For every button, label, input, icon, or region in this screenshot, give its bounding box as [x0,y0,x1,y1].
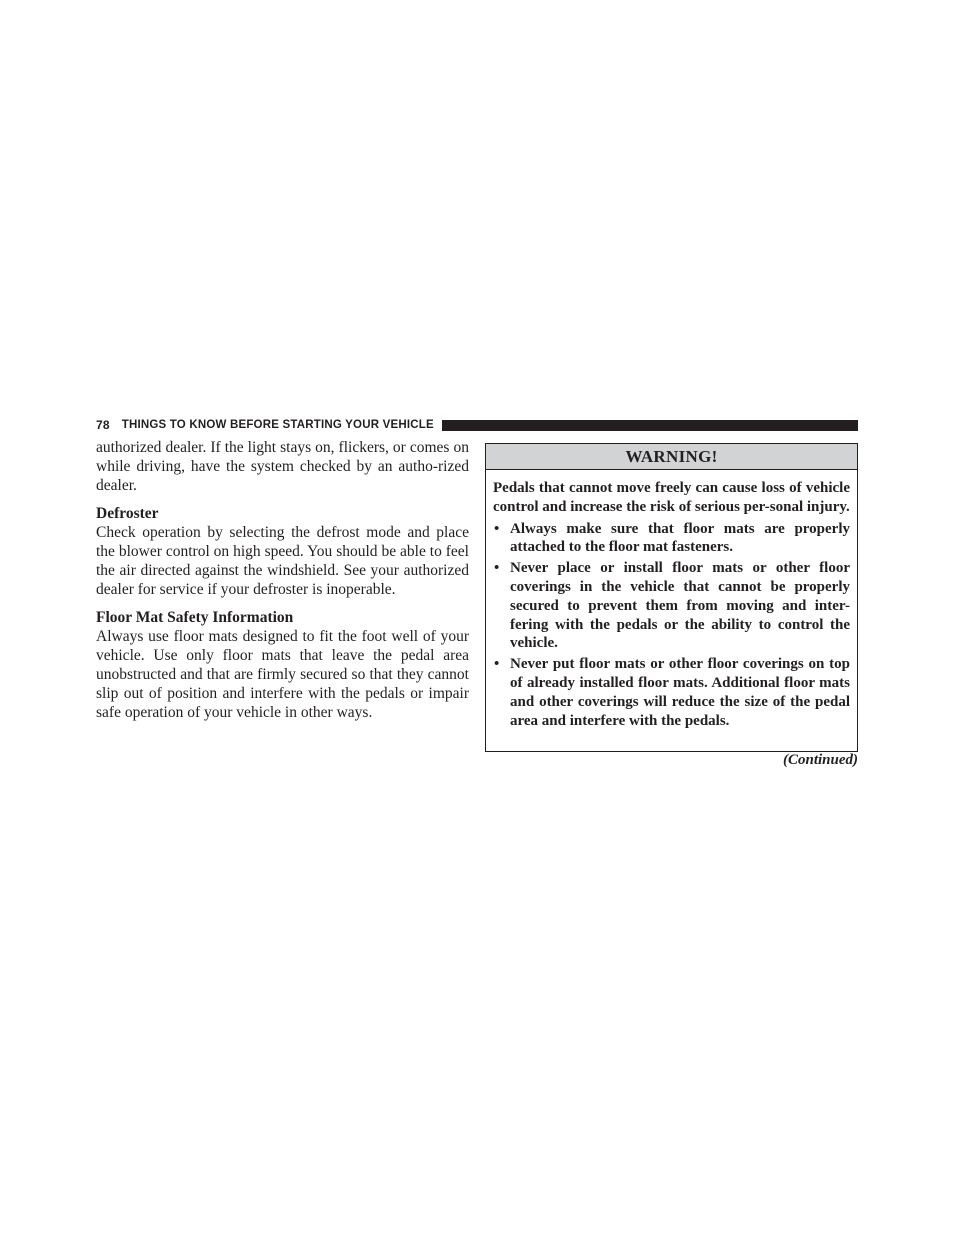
left-column [96,438,469,722]
section-title: THINGS TO KNOW BEFORE STARTING YOUR VEHICLE [121,419,434,431]
warning-list-item [493,655,850,730]
bullet-icon: • [494,560,500,577]
warning-item-text: Never place or install floor mats or other floor coverings in the vehicle that cannot be properly secured to prevent them from moving and inter-fering with the pedals or the ability to control the vehicle. [510,560,850,652]
intro-paragraph: authorized dealer. If the light stays on, flickers, or comes on while driving, have the system checked by an autho-rized dealer. [96,439,469,494]
warning-intro: Pedals that cannot move freely can cause loss of vehicle control and increase the risk of serious per-sonal injury. [493,480,850,515]
warning-item-text: Always make sure that floor mats are properly attached to the floor mat fasteners. [510,520,850,556]
continued-label: (Continued) [782,752,858,768]
defroster-paragraph: Check operation by selecting the defrost mode and place the blower control on high speed. You should be able to feel the air directed against the windshield. See your authorized dealer for service if your defroster is inoperable. [96,524,469,598]
floor-mat-heading: Floor Mat Safety Information [96,609,294,626]
warning-box [485,443,858,752]
warning-list-item [493,559,850,653]
header-rule [442,420,858,431]
warning-list [493,520,850,731]
bullet-icon: • [494,520,500,537]
warning-list-item [493,520,850,558]
page-number: 78 [96,418,110,432]
floor-mat-paragraph: Always use floor mats designed to fit the foot well of your vehicle. Use only floor mats that leave the pedal area unobstructed and that are firmly secured so that they cannot slip out of position and interfere with the pedals or impair safe operation of your vehicle in other ways. [96,628,469,721]
bullet-icon: • [494,656,500,673]
warning-title: WARNING! [486,444,857,470]
warning-body [486,470,857,730]
page-header [96,418,858,432]
defroster-heading: Defroster [96,505,159,522]
warning-item-text: Never put floor mats or other floor coverings on top of already installed floor mats. Additional floor mats and other coverings will reduce the size of the pedal area and interfere with the pedals. [510,656,850,729]
